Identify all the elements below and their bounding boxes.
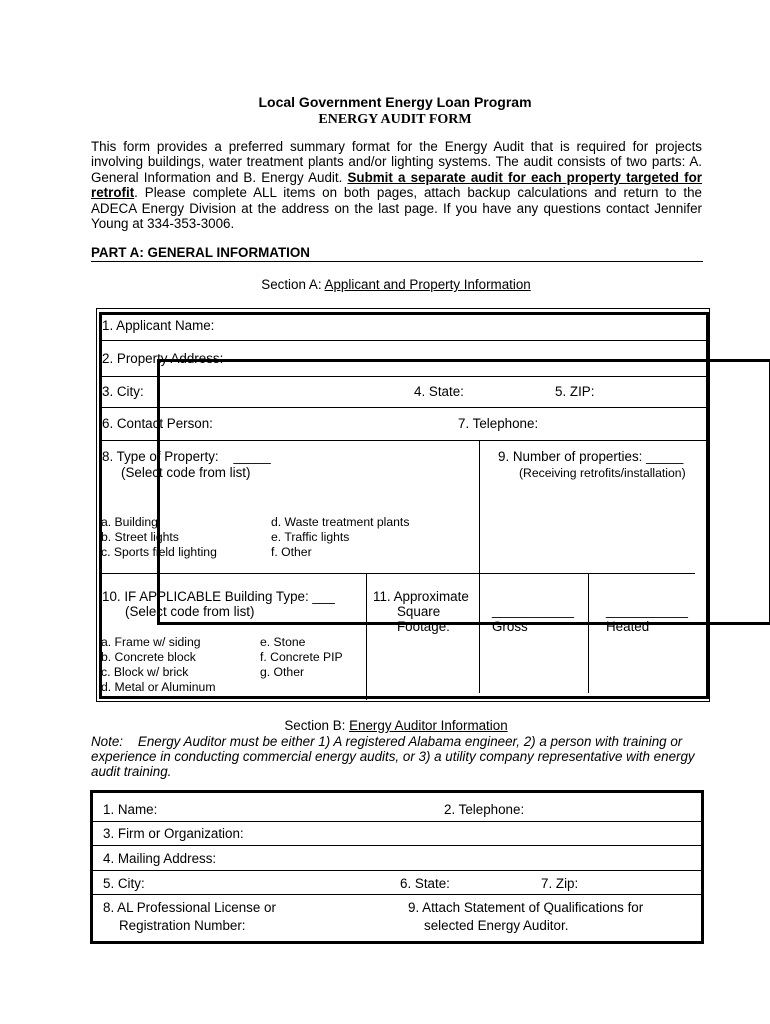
list-item: b. Concrete block	[101, 650, 196, 664]
qualifications-label-1: 9. Attach Statement of Qualifications for	[408, 900, 644, 915]
property-codes-left	[101, 515, 217, 560]
building-codes-right	[260, 635, 343, 680]
firm-label: 3. Firm or Organization:	[103, 826, 244, 841]
gross-label: Gross	[492, 619, 528, 634]
list-item: d. Waste treatment plants	[271, 515, 410, 529]
number-of-properties-text: 9. Number of properties:	[498, 449, 643, 464]
city-label: 3. City:	[102, 384, 144, 399]
section-b-title: Energy Auditor Information	[349, 718, 508, 733]
column-divider	[479, 441, 480, 693]
section-a-heading	[0, 277, 770, 292]
building-type-hint: (Select code from list)	[125, 604, 255, 619]
type-of-property-blank[interactable]: _____	[233, 449, 271, 464]
list-item: a. Building	[101, 515, 158, 529]
building-codes-left	[101, 635, 215, 695]
applicant-name-input[interactable]	[230, 314, 690, 338]
list-item: e. Traffic lights	[271, 530, 350, 544]
row-divider	[93, 894, 701, 895]
auditor-note	[91, 734, 703, 779]
part-a-heading: PART A: GENERAL INFORMATION	[91, 245, 703, 262]
note-label: Note:	[91, 734, 124, 749]
section-a-prefix: Section A:	[261, 277, 325, 292]
contact-person-label: 6. Contact Person:	[102, 416, 213, 431]
auditor-name-label: 1. Name:	[103, 802, 158, 817]
applicant-name-label: 1. Applicant Name:	[102, 318, 215, 333]
number-of-properties-hint: (Receiving retrofits/installation)	[519, 466, 686, 480]
list-item: c. Sports field lighting	[101, 545, 217, 559]
list-item: a. Frame w/ siding	[101, 635, 201, 649]
list-item: e. Stone	[260, 635, 306, 649]
section-a-title: Applicant and Property Information	[324, 277, 531, 292]
row-divider	[99, 407, 709, 408]
row-divider	[93, 845, 701, 846]
row-divider	[99, 440, 709, 441]
intro-text: This form provides a preferred summary format for the Energy Audit that is required for projects involving buildings, water treatment plants and/or lighting systems. The audit consists of two parts: A. General Information and B. Energy Audit.	[91, 139, 702, 185]
building-type-label	[102, 589, 335, 604]
building-type-blank[interactable]: ___	[312, 589, 335, 604]
mailing-address-label: 4. Mailing Address:	[103, 851, 217, 866]
gross-blank[interactable]: ___________	[492, 603, 574, 618]
list-item: f. Concrete PIP	[260, 650, 343, 664]
property-codes-right	[271, 515, 409, 560]
column-divider	[588, 574, 589, 693]
telephone-label: 7. Telephone:	[458, 416, 539, 431]
row-divider	[99, 376, 709, 377]
auditor-zip-label: 7. Zip:	[541, 876, 579, 891]
list-item: f. Other	[271, 545, 312, 559]
license-label-1: 8. AL Professional License or	[103, 900, 276, 915]
heated-label: Heated	[606, 619, 650, 634]
row-divider	[99, 340, 709, 341]
heated-blank[interactable]: ___________	[606, 603, 688, 618]
section-b-prefix: Section B:	[284, 718, 350, 733]
qualifications-label-2: selected Energy Auditor.	[424, 918, 569, 933]
section-b-heading	[0, 718, 770, 733]
square-footage-label-1: 11. Approximate	[373, 589, 469, 604]
list-item: c. Block w/ brick	[101, 665, 189, 679]
type-of-property-label	[102, 449, 271, 464]
row-divider	[93, 870, 701, 871]
row-divider	[93, 821, 701, 822]
square-footage-label-2: Square	[397, 604, 441, 619]
auditor-telephone-label: 2. Telephone:	[444, 802, 525, 817]
type-of-property-text: 8. Type of Property:	[102, 449, 219, 464]
auditor-state-label: 6. State:	[400, 876, 450, 891]
row-divider	[99, 573, 695, 574]
property-address-input[interactable]	[240, 344, 690, 372]
square-footage-label-3: Footage:	[397, 619, 450, 634]
list-item: b. Street lights	[101, 530, 179, 544]
column-divider	[366, 574, 367, 700]
intro-text-end: . Please complete ALL items on both pages, attach backup calculations and return to the ADECA Energy Division at the address on the last page. If you have any questions contact Jennifer Young at 334-353-3006.	[91, 185, 702, 232]
property-address-label: 2. Property Address:	[102, 351, 224, 366]
list-item: g. Other	[260, 665, 305, 679]
number-of-properties-blank[interactable]: _____	[646, 449, 684, 464]
list-item: d. Metal or Aluminum	[101, 680, 216, 694]
note-text: Energy Auditor must be either 1) A registered Alabama engineer, 2) a person with training or experience in conducting commercial energy audits, or 3) a utility company representative with energy audit training.	[91, 734, 695, 779]
building-type-text: 10. IF APPLICABLE Building Type:	[102, 589, 309, 604]
form-title: Local Government Energy Loan Program	[258, 94, 532, 110]
auditor-city-label: 5. City:	[103, 876, 145, 891]
number-of-properties-label	[498, 449, 683, 464]
intro-emphasis: Submit a separate audit for each property targeted for retrofit	[91, 169, 702, 201]
intro-paragraph	[91, 139, 702, 231]
form-subtitle: ENERGY AUDIT FORM	[318, 112, 472, 127]
state-label: 4. State:	[414, 384, 464, 399]
zip-label: 5. ZIP:	[555, 384, 595, 399]
license-label-2: Registration Number:	[119, 918, 246, 933]
type-of-property-hint: (Select code from list)	[121, 465, 251, 480]
